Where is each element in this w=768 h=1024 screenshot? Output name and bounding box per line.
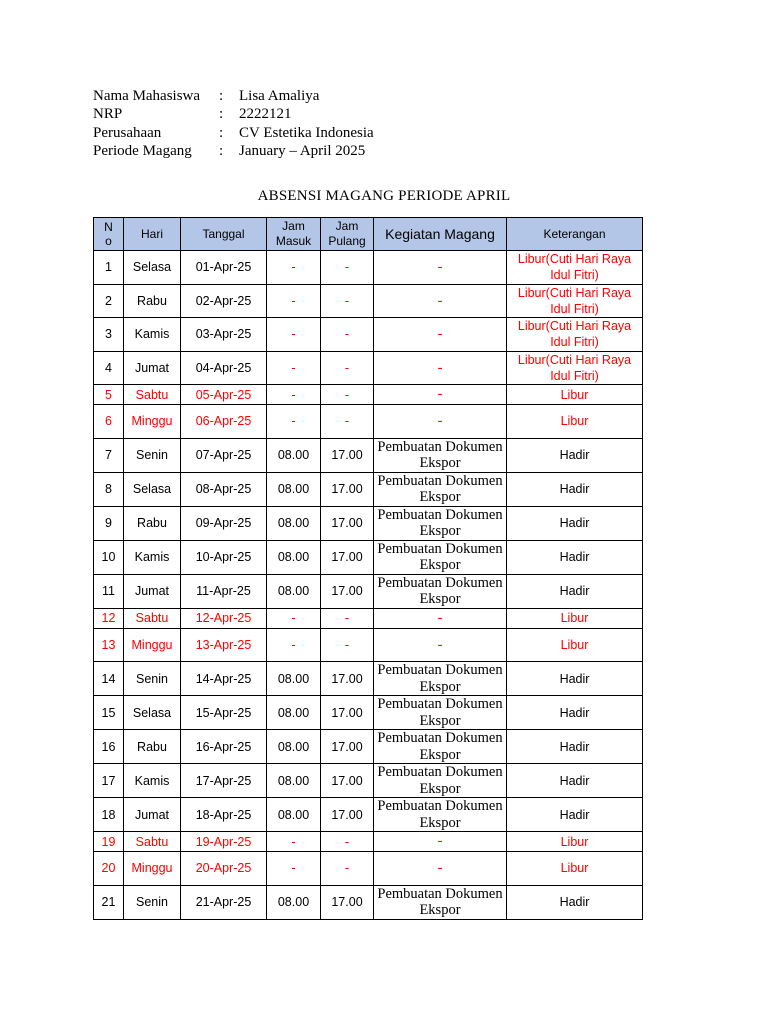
- cell-hari: Selasa: [124, 696, 181, 730]
- header-no: [94, 218, 124, 251]
- cell-no: 11: [94, 574, 124, 608]
- cell-kegiatan: Pembuatan Dokumen Ekspor: [374, 574, 507, 608]
- header-tanggal: Tanggal: [181, 218, 267, 251]
- table-row: [94, 885, 643, 919]
- cell-no: 1: [94, 251, 124, 285]
- table-row: [94, 405, 643, 439]
- table-row: [94, 351, 643, 385]
- cell-jam-masuk: 08.00: [267, 696, 321, 730]
- cell-tanggal: 02-Apr-25: [181, 284, 267, 318]
- cell-hari: Kamis: [124, 318, 181, 352]
- info-row-nrp: [93, 105, 374, 123]
- cell-jam-masuk: 08.00: [267, 764, 321, 798]
- cell-jam-pulang: 17.00: [321, 506, 374, 540]
- cell-no: 8: [94, 472, 124, 506]
- cell-kegiatan: -: [374, 251, 507, 285]
- cell-kegiatan: -: [374, 351, 507, 385]
- cell-hari: Sabtu: [124, 832, 181, 852]
- cell-kegiatan: -: [374, 628, 507, 662]
- table-body: [94, 251, 643, 920]
- table-row: [94, 318, 643, 352]
- header-jam-pulang-line2: Pulang: [328, 234, 366, 248]
- cell-kegiatan: Pembuatan Dokumen Ekspor: [374, 798, 507, 832]
- cell-jam-masuk: 08.00: [267, 798, 321, 832]
- info-colon: :: [219, 142, 224, 159]
- cell-jam-pulang: 17.00: [321, 730, 374, 764]
- table-row: [94, 385, 643, 405]
- cell-jam-masuk: 08.00: [267, 438, 321, 472]
- cell-tanggal: 19-Apr-25: [181, 832, 267, 852]
- table-row: [94, 798, 643, 832]
- table-row: [94, 628, 643, 662]
- cell-jam-pulang: 17.00: [321, 438, 374, 472]
- cell-tanggal: 09-Apr-25: [181, 506, 267, 540]
- cell-jam-pulang: 17.00: [321, 540, 374, 574]
- cell-tanggal: 18-Apr-25: [181, 798, 267, 832]
- cell-no: 9: [94, 506, 124, 540]
- table-row: [94, 730, 643, 764]
- cell-kegiatan: Pembuatan Dokumen Ekspor: [374, 540, 507, 574]
- cell-jam-pulang: -: [321, 608, 374, 628]
- cell-hari: Senin: [124, 438, 181, 472]
- table-row: [94, 472, 643, 506]
- cell-no: 4: [94, 351, 124, 385]
- cell-keterangan: Libur: [507, 852, 643, 886]
- table-row: [94, 696, 643, 730]
- table-row: [94, 506, 643, 540]
- cell-jam-masuk: -: [267, 405, 321, 439]
- cell-no: 3: [94, 318, 124, 352]
- header-no-line2: o: [105, 234, 112, 248]
- cell-no: 14: [94, 662, 124, 696]
- cell-kegiatan: -: [374, 405, 507, 439]
- cell-tanggal: 07-Apr-25: [181, 438, 267, 472]
- info-value: 2222121: [239, 106, 292, 123]
- cell-keterangan: Libur(Cuti Hari Raya Idul Fitri): [507, 351, 643, 385]
- cell-tanggal: 08-Apr-25: [181, 472, 267, 506]
- cell-keterangan: Hadir: [507, 885, 643, 919]
- cell-jam-masuk: -: [267, 351, 321, 385]
- cell-keterangan: Hadir: [507, 540, 643, 574]
- cell-jam-masuk: -: [267, 251, 321, 285]
- cell-keterangan: Hadir: [507, 798, 643, 832]
- info-row-periode: [93, 142, 374, 160]
- table-row: [94, 251, 643, 285]
- cell-jam-pulang: -: [321, 318, 374, 352]
- cell-tanggal: 21-Apr-25: [181, 885, 267, 919]
- info-colon: :: [219, 88, 224, 104]
- cell-jam-pulang: 17.00: [321, 764, 374, 798]
- info-label: Periode Magang: [93, 142, 192, 159]
- cell-keterangan: Hadir: [507, 438, 643, 472]
- cell-hari: Selasa: [124, 472, 181, 506]
- cell-kegiatan: -: [374, 318, 507, 352]
- table-header-row: [94, 218, 643, 251]
- info-colon: :: [219, 106, 224, 123]
- cell-kegiatan: -: [374, 608, 507, 628]
- cell-keterangan: Libur(Cuti Hari Raya Idul Fitri): [507, 284, 643, 318]
- cell-jam-masuk: 08.00: [267, 472, 321, 506]
- cell-no: 17: [94, 764, 124, 798]
- cell-kegiatan: Pembuatan Dokumen Ekspor: [374, 662, 507, 696]
- cell-hari: Selasa: [124, 251, 181, 285]
- cell-no: 15: [94, 696, 124, 730]
- cell-jam-masuk: 08.00: [267, 506, 321, 540]
- cell-jam-pulang: 17.00: [321, 574, 374, 608]
- cell-hari: Minggu: [124, 852, 181, 886]
- info-row-perusahaan: [93, 124, 374, 142]
- cell-no: 18: [94, 798, 124, 832]
- cell-jam-pulang: -: [321, 852, 374, 886]
- cell-keterangan: Libur: [507, 628, 643, 662]
- cell-jam-masuk: -: [267, 628, 321, 662]
- header-jam-masuk: [267, 218, 321, 251]
- cell-jam-pulang: 17.00: [321, 885, 374, 919]
- header-kegiatan: Kegiatan Magang: [374, 218, 507, 251]
- table-row: [94, 764, 643, 798]
- table-row: [94, 284, 643, 318]
- cell-no: 5: [94, 385, 124, 405]
- cell-keterangan: Libur: [507, 608, 643, 628]
- header-jam-pulang: [321, 218, 374, 251]
- cell-tanggal: 01-Apr-25: [181, 251, 267, 285]
- cell-jam-masuk: -: [267, 852, 321, 886]
- cell-jam-pulang: -: [321, 251, 374, 285]
- cell-kegiatan: Pembuatan Dokumen Ekspor: [374, 730, 507, 764]
- header-jam-pulang-line1: Jam: [335, 219, 359, 233]
- info-label: NRP: [93, 106, 123, 123]
- info-row-nama: [93, 87, 374, 105]
- cell-no: 19: [94, 832, 124, 852]
- student-info: [93, 87, 374, 160]
- cell-tanggal: 04-Apr-25: [181, 351, 267, 385]
- attendance-table: [93, 217, 643, 920]
- cell-hari: Jumat: [124, 798, 181, 832]
- table-row: [94, 438, 643, 472]
- cell-keterangan: Libur: [507, 385, 643, 405]
- cell-tanggal: 17-Apr-25: [181, 764, 267, 798]
- cell-tanggal: 16-Apr-25: [181, 730, 267, 764]
- cell-jam-pulang: -: [321, 405, 374, 439]
- header-jam-masuk-line2: Masuk: [275, 234, 312, 248]
- cell-kegiatan: Pembuatan Dokumen Ekspor: [374, 506, 507, 540]
- cell-keterangan: Hadir: [507, 506, 643, 540]
- cell-jam-pulang: 17.00: [321, 798, 374, 832]
- info-colon: :: [219, 124, 224, 141]
- info-value: January – April 2025: [239, 142, 366, 159]
- cell-tanggal: 14-Apr-25: [181, 662, 267, 696]
- table-row: [94, 832, 643, 852]
- cell-tanggal: 12-Apr-25: [181, 608, 267, 628]
- cell-jam-masuk: 08.00: [267, 730, 321, 764]
- cell-kegiatan: Pembuatan Dokumen Ekspor: [374, 885, 507, 919]
- cell-tanggal: 03-Apr-25: [181, 318, 267, 352]
- cell-hari: Senin: [124, 662, 181, 696]
- cell-no: 10: [94, 540, 124, 574]
- cell-keterangan: Libur: [507, 832, 643, 852]
- cell-jam-masuk: -: [267, 385, 321, 405]
- header-jam-masuk-line1: Jam: [282, 219, 305, 233]
- cell-kegiatan: -: [374, 385, 507, 405]
- cell-jam-pulang: -: [321, 385, 374, 405]
- cell-hari: Sabtu: [124, 385, 181, 405]
- cell-keterangan: Libur(Cuti Hari Raya Idul Fitri): [507, 318, 643, 352]
- cell-jam-masuk: -: [267, 832, 321, 852]
- cell-tanggal: 10-Apr-25: [181, 540, 267, 574]
- cell-kegiatan: Pembuatan Dokumen Ekspor: [374, 472, 507, 506]
- cell-tanggal: 11-Apr-25: [181, 574, 267, 608]
- cell-no: 16: [94, 730, 124, 764]
- cell-keterangan: Hadir: [507, 574, 643, 608]
- cell-jam-masuk: -: [267, 608, 321, 628]
- header-keterangan: Keterangan: [507, 218, 643, 251]
- cell-tanggal: 05-Apr-25: [181, 385, 267, 405]
- cell-hari: Kamis: [124, 540, 181, 574]
- cell-jam-pulang: -: [321, 351, 374, 385]
- cell-jam-masuk: -: [267, 284, 321, 318]
- cell-hari: Jumat: [124, 574, 181, 608]
- cell-jam-masuk: 08.00: [267, 662, 321, 696]
- cell-hari: Jumat: [124, 351, 181, 385]
- cell-hari: Rabu: [124, 506, 181, 540]
- cell-keterangan: Hadir: [507, 472, 643, 506]
- cell-keterangan: Hadir: [507, 730, 643, 764]
- cell-hari: Minggu: [124, 628, 181, 662]
- cell-no: 13: [94, 628, 124, 662]
- cell-kegiatan: -: [374, 832, 507, 852]
- cell-no: 20: [94, 852, 124, 886]
- cell-keterangan: Hadir: [507, 764, 643, 798]
- cell-jam-masuk: 08.00: [267, 574, 321, 608]
- cell-tanggal: 06-Apr-25: [181, 405, 267, 439]
- table-row: [94, 662, 643, 696]
- table-row: [94, 608, 643, 628]
- cell-jam-pulang: -: [321, 628, 374, 662]
- cell-hari: Senin: [124, 885, 181, 919]
- page-title: ABSENSI MAGANG PERIODE APRIL: [257, 188, 511, 204]
- cell-jam-masuk: 08.00: [267, 540, 321, 574]
- cell-kegiatan: Pembuatan Dokumen Ekspor: [374, 438, 507, 472]
- cell-kegiatan: -: [374, 852, 507, 886]
- cell-keterangan: Libur(Cuti Hari Raya Idul Fitri): [507, 251, 643, 285]
- cell-kegiatan: -: [374, 284, 507, 318]
- cell-hari: Minggu: [124, 405, 181, 439]
- cell-hari: Rabu: [124, 730, 181, 764]
- cell-jam-pulang: -: [321, 832, 374, 852]
- header-no-line1: N: [104, 220, 113, 234]
- cell-tanggal: 15-Apr-25: [181, 696, 267, 730]
- cell-hari: Kamis: [124, 764, 181, 798]
- cell-tanggal: 20-Apr-25: [181, 852, 267, 886]
- cell-no: 6: [94, 405, 124, 439]
- table-row: [94, 574, 643, 608]
- cell-kegiatan: Pembuatan Dokumen Ekspor: [374, 764, 507, 798]
- cell-keterangan: Hadir: [507, 662, 643, 696]
- cell-jam-pulang: 17.00: [321, 662, 374, 696]
- cell-tanggal: 13-Apr-25: [181, 628, 267, 662]
- cell-no: 2: [94, 284, 124, 318]
- table-row: [94, 852, 643, 886]
- info-label: Perusahaan: [93, 124, 162, 141]
- cell-no: 7: [94, 438, 124, 472]
- cell-hari: Sabtu: [124, 608, 181, 628]
- cell-jam-pulang: -: [321, 284, 374, 318]
- table-row: [94, 540, 643, 574]
- cell-jam-pulang: 17.00: [321, 696, 374, 730]
- cell-jam-masuk: -: [267, 318, 321, 352]
- cell-no: 12: [94, 608, 124, 628]
- cell-kegiatan: Pembuatan Dokumen Ekspor: [374, 696, 507, 730]
- cell-no: 21: [94, 885, 124, 919]
- header-hari: Hari: [124, 218, 181, 251]
- info-label: Nama Mahasiswa: [93, 88, 201, 104]
- cell-hari: Rabu: [124, 284, 181, 318]
- cell-keterangan: Hadir: [507, 696, 643, 730]
- cell-keterangan: Libur: [507, 405, 643, 439]
- cell-jam-pulang: 17.00: [321, 472, 374, 506]
- info-value: Lisa Amaliya: [239, 88, 320, 104]
- cell-jam-masuk: 08.00: [267, 885, 321, 919]
- info-value: CV Estetika Indonesia: [239, 124, 374, 141]
